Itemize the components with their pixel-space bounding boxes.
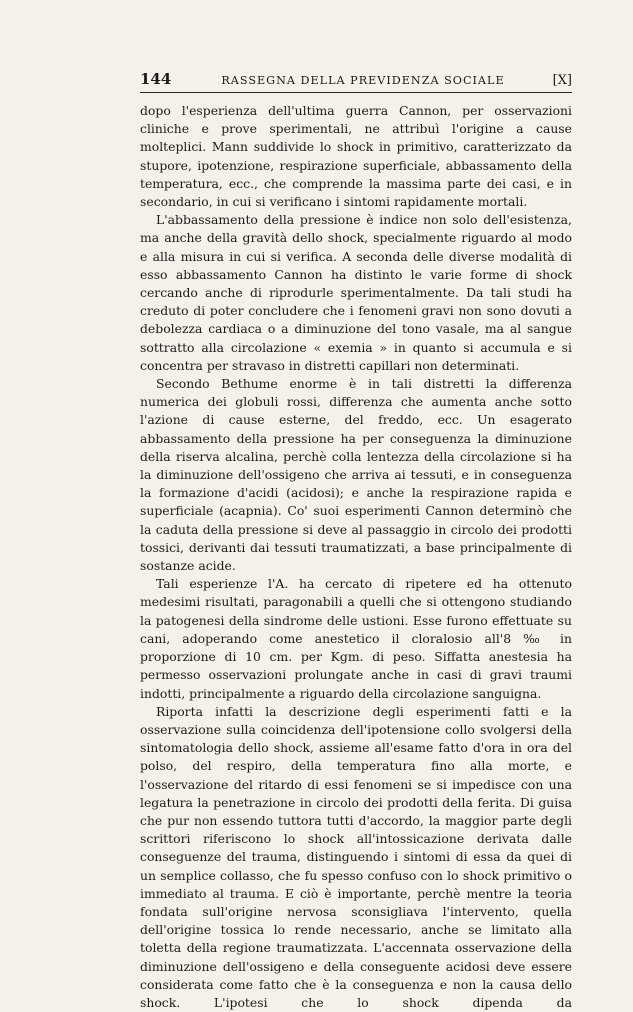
volume-mark: [X]	[552, 73, 572, 88]
page-header	[140, 70, 572, 93]
paragraph: L'abbassamento della pressione è indice non solo dell'esistenza, ma anche della gravità dello shock, specialmente riguardo al modo e alla misura in cui si verifica. A seconda delle diverse modalità di esso abbassamento Cannon ha distinto le varie forme di shock cercando anche di riprodurle sperimentalmente. Da tali studi ha creduto di poter concludere che i fenomeni gravi non sono dovuti a debolezza cardiaca o a diminuzione del tono vasale, ma al sangue sottratto alla circolazione « exemia » in quanto si accumula e si concentra per stravaso in distretti capillari non determinati.	[140, 212, 572, 373]
running-title: RASSEGNA DELLA PREVIDENZA SOCIALE	[221, 74, 505, 87]
paragraph: Secondo Bethume enorme è in tali distretti la differenza numerica dei globuli rossi, differenza che aumenta anche sotto l'azione di cause esterne, del freddo, ecc. Un esagerato abbassamento della pressione ha per conseguenza la diminuzione della riserva alcalina, perchè colla lentezza della circolazione si ha la diminuzione dell'ossigeno che arriva ai tessuti, e in conseguenza la formazione d'acidi (acidosi); e anche la respirazione rapida e superficiale (acapnia). Co' suoi esperimenti Cannon determinò che la caduta della pressione si deve al passaggio in circolo dei prodotti tossici, derivanti dai tessuti traumatizzati, a base principalmente di sostanze acide.	[140, 376, 572, 574]
body-text	[140, 102, 572, 1012]
page-number: 144	[140, 70, 172, 88]
paragraph: dopo l'esperienza dell'ultima guerra Cannon, per osservazioni cliniche e prove sperimentali, ne attribuì l'origine a cause molteplici. Mann suddivide lo shock in primitivo, caratterizzato da stupore, ipotenzione, respirazione superficiale, abbassamento della temperatura, ecc., che comprende la massima parte dei casi, e in secondario, in cui si verificano i sintomi rapidamente mortali.	[140, 103, 572, 210]
paragraph: Riporta infatti la descrizione degli esperimenti fatti e la osservazione sulla coincidenza dell'ipotensione collo svolgersi della sintomatologia dello shock, assieme all'esame fatto d'ora in ora del polso, del respiro, della temperatura fino alla morte, e l'osservazione del ritardo di essi fenomeni se si impedisce con una legatura la penetrazione in circolo dei prodotti della ferita. Di guisa che pur non essendo tuttora tutti d'accordo, la maggior parte degli scrittori riferiscono lo shock all'intossicazione derivata dalle conseguenze del trauma, distinguendo i sintomi di essa da quei di un semplice collasso, che fu spesso confuso con lo shock primitivo o immediato al trauma. E ciò è importante, perchè mentre la teoria fondata sull'origine nervosa sconsigliava l'intervento, quella dell'origine tossica lo rende necessario, anche se limitato alla toletta della regione traumatizzata. L'accennata osservazione della diminuzione dell'ossigeno e della conseguente acidosi deve essere considerata come fatto che è la conseguenza e non la causa dello shock. L'ipotesi che lo shock dipenda da	[140, 703, 572, 1010]
paragraph: Tali esperienze l'A. ha cercato di ripetere ed ha ottenuto medesimi risultati, paragonabili a quelli che si ottengono studiando la patogenesi della sindrome delle ustioni. Esse furono effettuate su cani, adoperando come anestetico il cloralosio all'8 ‰ in proporzione di 10 cm. per Kgm. di peso. Siffatta anestesia ha permesso osservazioni prolungate anche in casi di gravi traumi indotti, principalmente a riguardo della circolazione sanguigna.	[140, 576, 572, 701]
